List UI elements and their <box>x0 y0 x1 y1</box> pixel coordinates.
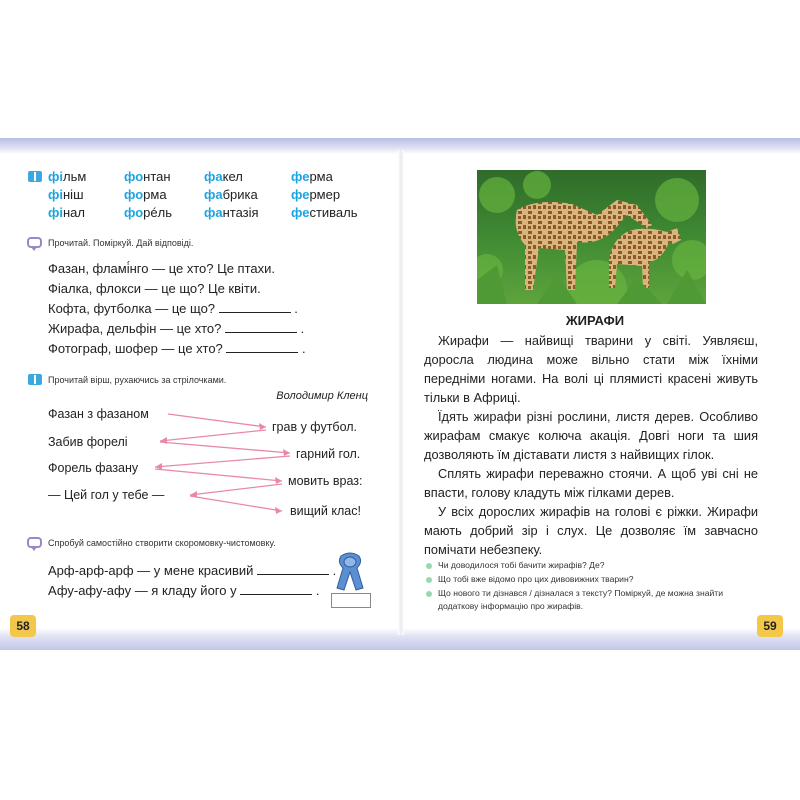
qa-line: Фіалка, флокси — це що? Це квіти. <box>48 281 261 296</box>
word-item: фінал <box>48 205 85 220</box>
qa-line: Жирафа, дельфін — це хто? . <box>48 321 305 336</box>
article-paragraph: Жирафи — найвищі тварини у світі. Уявляєш, доросла людина може вільно стати між їхніми передніми ногами. На волі ці плямисті красені живуть тільки в Африці. <box>424 333 758 405</box>
scarf-icon <box>333 552 367 592</box>
tongue-twister-line: Арф-арф-арф — у мене красивий . <box>48 563 337 578</box>
word-item: факел <box>204 169 243 184</box>
qa-line: Фотограф, шофер — це хто? . <box>48 341 306 356</box>
question-line: Чи доводилося тобі бачити жирафів? Де? <box>438 560 605 570</box>
question-line: Що нового ти дізнався / дізналася з тексту? Поміркуй, де можна знайти <box>438 588 724 598</box>
qa-line: Фазан, фламі́нго — це хто? Це птахи. <box>48 261 275 276</box>
discussion-icon <box>27 537 42 548</box>
word-item: форма <box>124 187 167 202</box>
task-instruction: Прочитай. Поміркуй. Дай відповіді. <box>48 238 194 248</box>
poem-line-right: мовить враз: <box>288 474 363 488</box>
task-instruction: Спробуй самостійно створити скоромовку-чистомовку. <box>48 538 276 548</box>
question-line: додаткову інформацію про жирафів. <box>438 601 584 611</box>
qa-line: Кофта, футболка — це що? . <box>48 301 298 316</box>
task-instruction: Прочитай вірш, рухаючись за стрілочками. <box>48 375 227 385</box>
word-item: фонтан <box>124 169 171 184</box>
poem-line-right: гарний гол. <box>296 447 361 461</box>
poem-author: Володимир Кленц <box>276 390 368 402</box>
word-item: фабрика <box>204 187 258 202</box>
article-paragraph: Їдять жирафи різні рослини, листя дерев. Особливо жирафам смакує колюча акація. Довгі ноги та шия дозволяють їм діставати листя з найвищих гілок. <box>424 409 758 462</box>
answer-blank <box>240 582 312 595</box>
page-number: 58 <box>10 615 36 637</box>
word-item: фестиваль <box>291 205 358 220</box>
page-number: 59 <box>757 615 783 637</box>
word-item: фантазія <box>204 205 259 220</box>
bullet-dot <box>426 591 432 597</box>
word-item: форéль <box>124 205 172 220</box>
word-item: фільм <box>48 169 87 184</box>
answer-blank <box>257 562 329 575</box>
article-title: ЖИРАФИ <box>565 313 625 328</box>
word-item: фініш <box>48 187 84 202</box>
poem-line-right: вищий клас! <box>290 504 361 518</box>
tongue-twister-line: Афу-афу-афу — я кладу його у . <box>48 583 320 598</box>
word-item: ферма <box>291 169 333 184</box>
answer-box <box>331 593 371 608</box>
giraffe-photo <box>477 170 706 304</box>
bullet-dot <box>426 577 432 583</box>
poem-line-left: Фазан з фазаном <box>48 407 149 421</box>
article-paragraph: У всіх дорослих жирафів на голові є ріжки. Жирафи мають добрий зір і слух. Це дозволяє їм завчасно помічати небезпеку. <box>424 504 758 557</box>
poem-line-right: грав у футбол. <box>272 420 358 434</box>
article-paragraph: Сплять жирафи переважно стоячи. А щоб уві сні не впасти, голову кладуть між гілками дерев. <box>424 466 758 500</box>
bullet-dot <box>426 563 432 569</box>
poem-line-left: Забив форелі <box>48 435 128 449</box>
poem-line-left: — Цей гол у тебе — <box>48 488 165 502</box>
question-line: Що тобі вже відомо про цих дивовижних тварин? <box>438 574 634 584</box>
word-item: фермер <box>291 187 341 202</box>
poem-line-left: Форель фазану <box>48 461 139 475</box>
